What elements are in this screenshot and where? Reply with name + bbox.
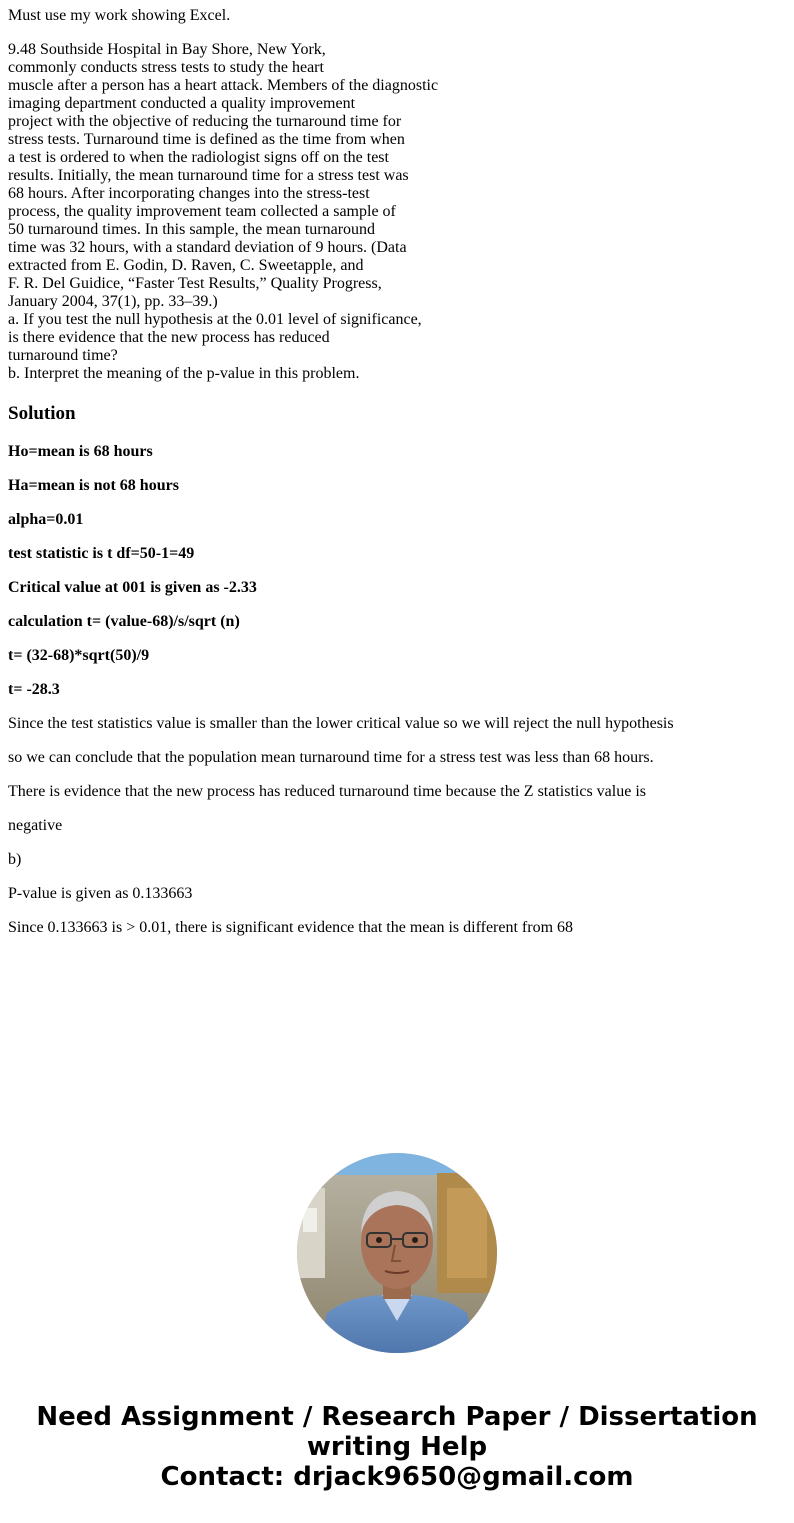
footer-contact-line: Contact: drjack9650@gmail.com (160, 1462, 634, 1492)
contact-footer (0, 1402, 794, 1492)
solution-line: negative (8, 817, 63, 834)
solution-line: Ha=mean is not 68 hours (8, 477, 179, 494)
solution-line: test statistic is t df=50-1=49 (8, 545, 195, 562)
question-line: turnaround time? (8, 347, 118, 364)
question-line: commonly conducts stress tests to study the heart (8, 59, 324, 76)
solution-line: b) (8, 851, 22, 868)
question-line: project with the objective of reducing the turnaround time for (8, 113, 402, 130)
question-line: imaging department conducted a quality improvement (8, 95, 356, 112)
question-line: 50 turnaround times. In this sample, the mean turnaround (8, 221, 376, 238)
question-line: stress tests. Turnaround time is defined as the time from when (8, 131, 405, 148)
question-line: 9.48 Southside Hospital in Bay Shore, New York, (8, 41, 326, 58)
solution-line: P-value is given as 0.133663 (8, 885, 193, 902)
solution-line: t= (32-68)*sqrt(50)/9 (8, 647, 150, 664)
question-line: January 2004, 37(1), pp. 33–39.) (8, 293, 218, 310)
author-avatar (297, 1153, 497, 1353)
question-line: is there evidence that the new process has reduced (8, 329, 330, 346)
solution-line: Ho=mean is 68 hours (8, 443, 153, 460)
question-line: time was 32 hours, with a standard deviation of 9 hours. (Data (8, 239, 407, 256)
question-line: 68 hours. After incorporating changes into the stress-test (8, 185, 370, 202)
solution-heading: Solution (8, 403, 76, 424)
solution-line: Since the test statistics value is smaller than the lower critical value so we will reject the null hypothesis (8, 715, 674, 732)
solution-line: t= -28.3 (8, 681, 60, 698)
author-portrait-image (297, 1153, 497, 1353)
intro-text: Must use my work showing Excel. (8, 7, 231, 24)
question-line: muscle after a person has a heart attack. Members of the diagnostic (8, 77, 439, 94)
question-line: a test is ordered to when the radiologist signs off on the test (8, 149, 389, 166)
solution-line: calculation t= (value-68)/s/sqrt (n) (8, 613, 240, 630)
question-line: F. R. Del Guidice, “Faster Test Results,” Quality Progress, (8, 275, 382, 292)
footer-line: writing Help (306, 1432, 488, 1462)
question-line: process, the quality improvement team collected a sample of (8, 203, 396, 220)
question-line: a. If you test the null hypothesis at the 0.01 level of significance, (8, 311, 422, 328)
solution-line: There is evidence that the new process has reduced turnaround time because the Z statistics value is (8, 783, 646, 800)
question-block (8, 41, 788, 383)
solution-line: Since 0.133663 is > 0.01, there is significant evidence that the mean is different from 68 (8, 919, 574, 936)
question-line: b. Interpret the meaning of the p-value in this problem. (8, 365, 360, 382)
footer-line: Need Assignment / Research Paper / Dissertation (36, 1402, 758, 1432)
document (8, 0, 788, 936)
question-line: extracted from E. Godin, D. Raven, C. Sweetapple, and (8, 257, 364, 274)
solution-line: alpha=0.01 (8, 511, 84, 528)
question-line: results. Initially, the mean turnaround time for a stress test was (8, 167, 409, 184)
solution-line: so we can conclude that the population mean turnaround time for a stress test was less than 68 hours. (8, 749, 654, 766)
solution-line: Critical value at 001 is given as -2.33 (8, 579, 257, 596)
